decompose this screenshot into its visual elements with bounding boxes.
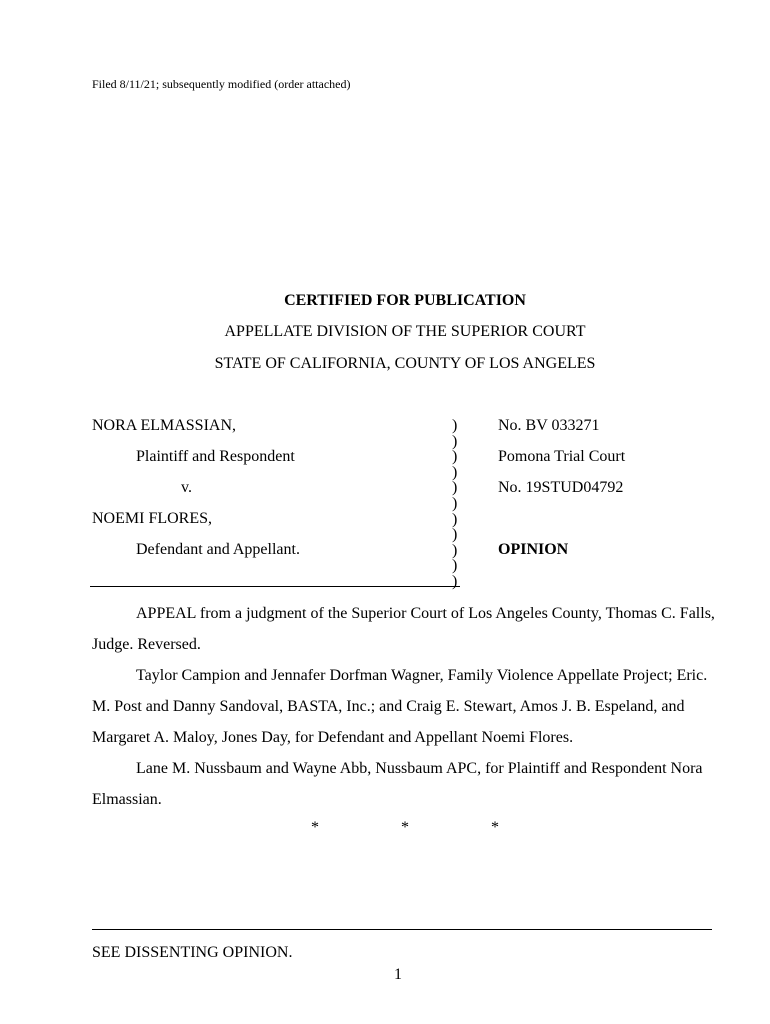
caption-parentheses: ) ) ) ) ) ) ) ) ) ) ) xyxy=(452,417,458,590)
state-heading: STATE OF CALIFORNIA, COUNTY OF LOS ANGELES xyxy=(214,355,596,372)
trial-court-number: No. 19STUD04792 xyxy=(498,479,624,496)
plaintiff-role: Plaintiff and Respondent xyxy=(136,448,295,465)
defendant-name: NOEMI FLORES, xyxy=(92,510,213,527)
plaintiff-name: NORA ELMASSIAN, xyxy=(92,417,237,434)
appellant-counsel-paragraph: Taylor Campion and Jennafer Dorfman Wagner, Family Violence Appellate Project; Eric. M. Post and Danny Sandoval, BASTA, Inc.; and Craig E. Stewart, Amos J. B. Espeland, and Margaret A. Maloy, Jones Day, for Defendant and Appellant Noemi Flores. xyxy=(92,667,708,746)
caption-divider xyxy=(90,586,460,587)
footnote: SEE DISSENTING OPINION. xyxy=(92,944,293,961)
trial-court: Pomona Trial Court xyxy=(498,448,626,465)
separator-star: * xyxy=(311,819,319,836)
filed-note: Filed 8/11/21; subsequently modified (order attached) xyxy=(92,77,351,91)
versus: v. xyxy=(181,479,192,496)
document-type: OPINION xyxy=(498,541,569,558)
certified-heading: CERTIFIED FOR PUBLICATION xyxy=(284,292,526,309)
court-heading: APPELLATE DIVISION OF THE SUPERIOR COURT xyxy=(224,323,586,340)
defendant-role: Defendant and Appellant. xyxy=(136,541,300,558)
respondent-counsel-paragraph: Lane M. Nussbaum and Wayne Abb, Nussbaum APC, for Plaintiff and Respondent Nora Elmassian. xyxy=(92,760,703,808)
appeal-paragraph: APPEAL from a judgment of the Superior Court of Los Angeles County, Thomas C. Falls, Judge. Reversed. xyxy=(92,605,715,653)
separator-star: * xyxy=(491,819,499,836)
case-number: No. BV 033271 xyxy=(498,417,600,434)
page-number: 1 xyxy=(394,966,402,983)
footnote-divider xyxy=(92,929,712,930)
separator-star: * xyxy=(401,819,409,836)
